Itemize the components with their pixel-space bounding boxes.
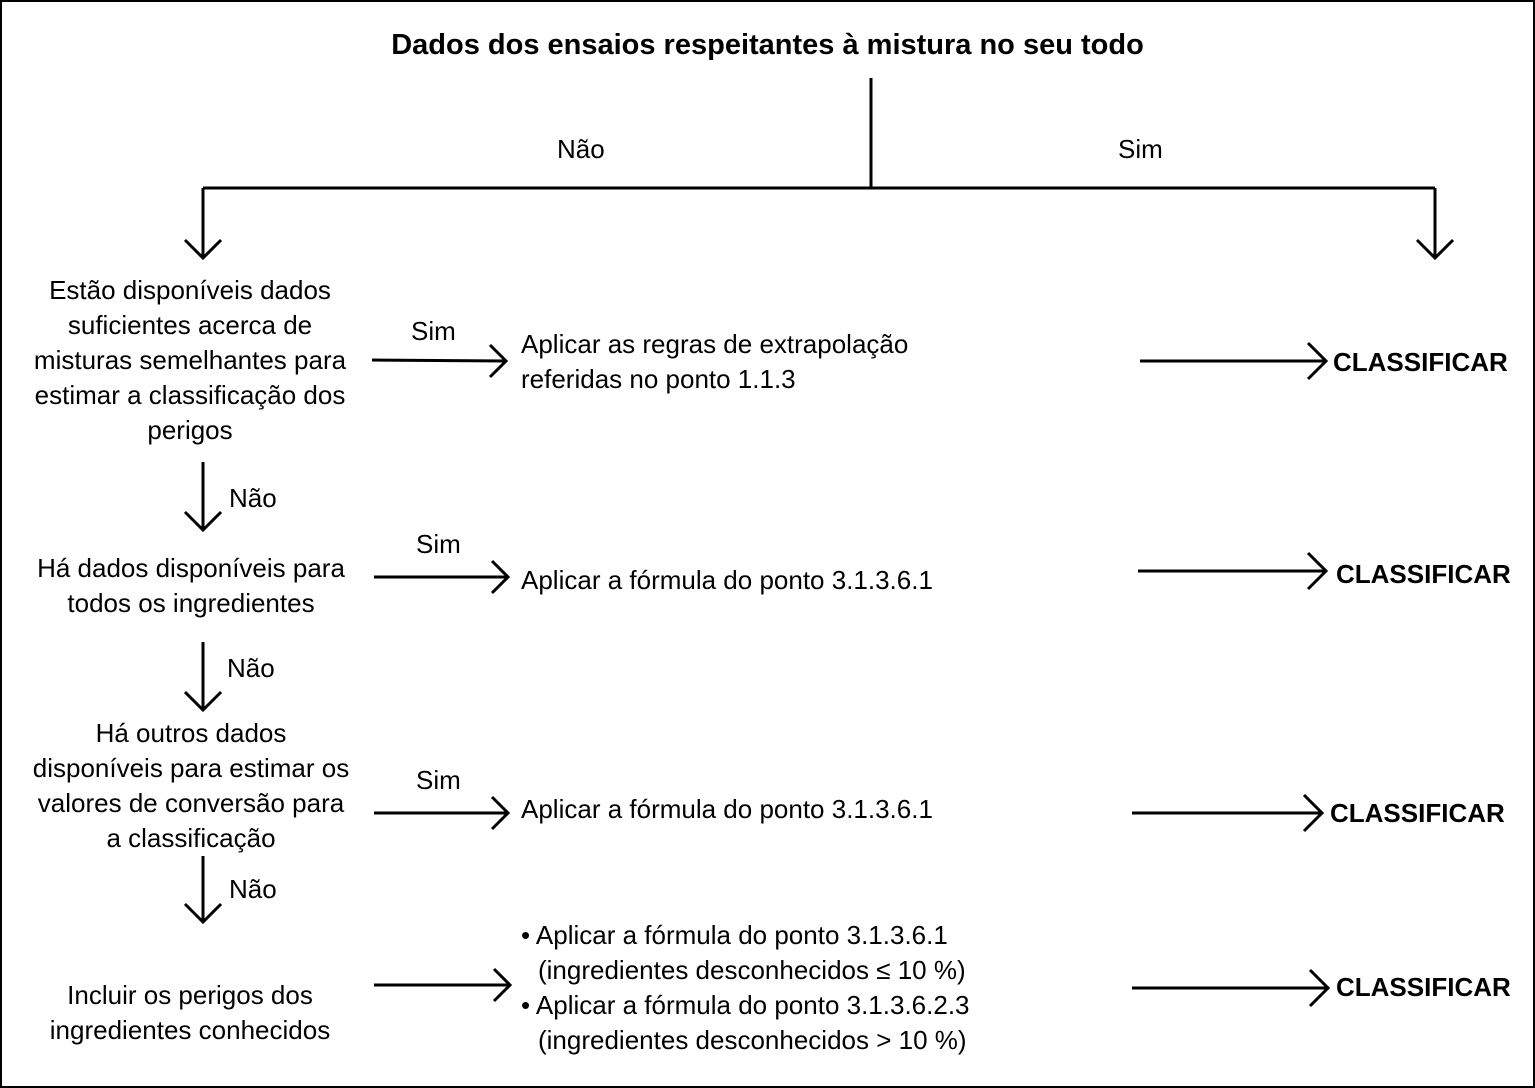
question-3-line: Há outros dados — [95, 718, 287, 748]
outcome-classificar-1: CLASSIFICAR — [1333, 347, 1508, 377]
question-1-line: Estão disponíveis dados — [49, 275, 331, 305]
outcome-classificar-3: CLASSIFICAR — [1330, 798, 1505, 828]
action-4-line: (ingredientes desconhecidos ≤ 10 %) — [538, 955, 966, 985]
question-1 — [0, 273, 380, 448]
action-3: Aplicar a fórmula do ponto 3.1.3.6.1 — [521, 794, 933, 824]
diagram-title: Dados dos ensaios respeitantes à mistura no seu todo — [391, 29, 1144, 61]
question-4-line: ingredientes conhecidos — [49, 1015, 331, 1045]
question-1-line: suficientes acerca de — [67, 310, 313, 340]
question-2 — [0, 551, 382, 621]
action-1-line: referidas no ponto 1.1.3 — [521, 364, 796, 394]
question-3 — [0, 716, 382, 856]
no-label-3: Não — [229, 874, 277, 904]
outcome-classificar-4: CLASSIFICAR — [1336, 972, 1511, 1002]
question-4-line: Incluir os perigos dos — [67, 980, 313, 1010]
question-3-line: disponíveis para estimar os — [32, 753, 350, 783]
question-3-line: a classificação — [106, 823, 276, 853]
yes-label-3: Sim — [416, 765, 461, 795]
question-2-line: Há dados disponíveis para — [37, 553, 345, 583]
question-4 — [0, 978, 380, 1048]
action-1 — [521, 327, 908, 397]
action-4-line: • Aplicar a fórmula do ponto 3.1.3.6.1 — [521, 920, 948, 950]
question-2-line: todos os ingredientes — [67, 588, 315, 618]
action-4-line: (ingredientes desconhecidos > 10 %) — [538, 1025, 967, 1055]
action-4 — [521, 918, 970, 1058]
question-3-line: valores de conversão para — [37, 788, 345, 818]
yes-label-2: Sim — [416, 529, 461, 559]
action-2: Aplicar a fórmula do ponto 3.1.3.6.1 — [521, 565, 933, 595]
branch-no-label: Não — [557, 134, 605, 164]
no-label-2: Não — [227, 653, 275, 683]
action-1-line: Aplicar as regras de extrapolação — [521, 329, 909, 359]
right-arrow-q1 — [372, 360, 506, 361]
no-label-1: Não — [229, 483, 277, 513]
action-4-line: • Aplicar a fórmula do ponto 3.1.3.6.2.3 — [521, 990, 970, 1020]
question-1-line: perigos — [147, 415, 233, 445]
question-1-line: misturas semelhantes para — [33, 345, 347, 375]
yes-label-1: Sim — [411, 316, 456, 346]
outcome-classificar-2: CLASSIFICAR — [1336, 559, 1511, 589]
branch-yes-label: Sim — [1118, 134, 1163, 164]
question-1-line: estimar a classificação dos — [34, 380, 346, 410]
